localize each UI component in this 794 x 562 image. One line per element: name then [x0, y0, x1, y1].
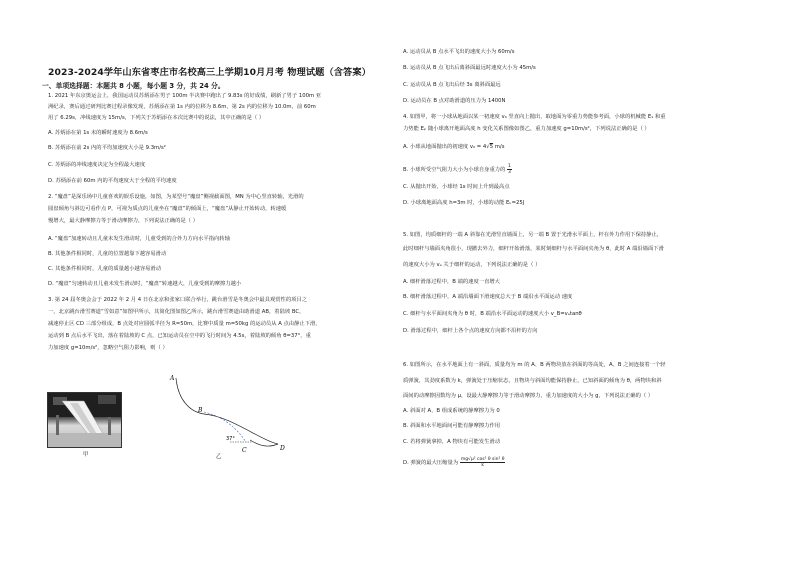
q1-line-2: 洲纪录，赛后通过研判比赛过程录像发现，苏炳添在第 1s 内的位移为 8.6m，第 2s 内的位移为 10.0m，前 60m: [48, 104, 316, 110]
q1-line-1: 1. 2021 年东京奥运会上，我国运动员苏炳添在男子 100m 半决赛中跑出了 9.83s 的好成绩，刷新了男子 100m 亚: [48, 93, 322, 99]
q5-option-d: D. 滑落过程中，细杆上各个点的速度方向都不沿杆的方向: [403, 328, 538, 334]
q6-line-2: 质弹簧，其劲度系数为 k，弹簧处于压缩状态，且物块与斜面均能保持静止，已知斜面的倾角为 θ，两物块和斜: [403, 378, 662, 384]
q3-option-d: D. 运动员在 B 点对助滑道的压力为 1400N: [403, 98, 506, 104]
q2-option-a: A. “魔盘”加速转动且儿童未发生滑动时，儿童受到的合外力方向水平指向转轴: [48, 236, 230, 242]
q1-option-a: A. 苏炳添在第 1s 末的瞬时速度为 8.6m/s: [48, 130, 148, 136]
q4-option-d: D. 小球离地面高度 h=3m 时，小球的动能 Eₖ=25J: [403, 200, 525, 206]
q3-option-c: C. 运动员从 B 点飞出后经 3s 离斜面最远: [403, 82, 501, 88]
q1-option-c: C. 苏炳添的冲线速度决定为全程最大速度: [48, 162, 146, 168]
q2-option-c: C. 其他条件相同时，儿童的质量越小越容易滑动: [48, 266, 162, 272]
q2-line-2: 圆盘倾角与斜边可看作点 P，可视为质点的儿童坐在“魔盘”的倾面上，“魔盘”从静止开始转动，转速缓: [48, 206, 287, 212]
q5-line-3: 的速度大小为 vₐ 关于细杆的运动，下列说法正确的是（ ）: [403, 262, 541, 268]
q2-option-b: B. 其他条件相同时，儿童的位置越靠下越容易滑动: [48, 251, 167, 257]
q3-line-3: 减速停止区 CD 三部分组成，B 点处对应圆弧半径为 R=50m，比赛中质量 m=50kg 的运动员从 A 点由静止下滑，: [48, 321, 321, 327]
q4-line-1: 4. 如图甲，将一小球从地面以某一初速度 v₀ 竖直向上抛出，取地面为零重力势能参考面，小球的机械能 E₁ 和重: [403, 114, 666, 120]
q2-option-d: D. “魔盘”匀速转动且儿童未发生滑动时，“魔盘”转速越大，儿童受到的摩擦力越小: [48, 281, 242, 287]
figure-jia-label: 甲: [83, 452, 89, 458]
q4-option-a: A. 小球从地面抛出的初速度 v₀ = 4√5 m/s: [403, 144, 505, 150]
ski-track-diagram: [160, 372, 300, 456]
q2-line-1: 2. “魔盘”是深乐场中儿童喜欢的娱乐设施，如图，为某型号“魔盘”侧视截面图，MN 为中心竖直转轴，光滑的: [48, 194, 304, 200]
doc-title: 2023-2024学年山东省枣庄市名校高三上学期10月月考 物理试题（含答案）: [48, 67, 371, 78]
q6-line-1: 6. 如图所示，在水平地面上有一斜面，质量均为 m 的 A、B 两物块放在斜面的等高处，A、B 之间连接着一个轻: [403, 362, 666, 368]
q4-option-b: B. 小球所受空气阻力大小为小球自身重力的 $\frac{1}{3}$: [403, 164, 511, 175]
q4-line-2: 力势能 Eₚ 随小球离开地面高度 h 变化关系图像如图乙，重力加速度 g=10m/s²，下列说法正确的是（ ）: [403, 126, 650, 132]
q3-option-b: B. 运动员从 B 点飞出后离斜面最远时速度大小为 45m/s: [403, 65, 536, 71]
label-b: B: [198, 407, 203, 414]
q5-line-1: 5. 如图，均质细杆的一端 A 斜靠在光滑竖直墙面上，另一端 B 置于光滑水平面上，杆在外力作用下保持静止，: [403, 232, 663, 238]
compression-fraction: $\frac{\text{mg√μ² cos² θ sin² θ}}{k}$: [460, 457, 505, 468]
q3-option-a: A. 运动员从 B 点水平飞出的速度大小为 60m/s: [403, 49, 515, 55]
q6-option-d: D. 弹簧的最大压缩量为 $\frac{\text{mg√μ² cos² θ sin² θ}}{k}$: [403, 457, 505, 468]
label-d: D: [280, 445, 285, 452]
ski-jump-photo: [47, 392, 122, 448]
q3-line-2: 一，北京跳台滑雪赛道“雪如意”如图甲所示，其简化图如图乙所示，跳台滑雪赛道由助滑道 AB，着陆坡 BC，: [48, 309, 305, 315]
q5-option-b: B. 细杆滑落过程中，A 端沿墙面下滑速度总大于 B 端沿水平面运动 速度: [403, 294, 573, 300]
figure-yi-label: 乙: [216, 454, 222, 460]
q3-line-1: 3. 第 24 届冬奥会会于 2022 年 2 月 4 日在北京和张家口联合举行，跳台滑雪是冬奥会中最具观赏性的项目之: [48, 297, 308, 303]
q6-option-b: B. 斜面和水平地面间可能有静摩擦力作用: [403, 423, 501, 429]
label-a: A: [170, 375, 175, 382]
q6-line-3: 面间的动摩擦因数均为 μ，设最大静摩擦力等于滑动摩擦力，重力加速度的大小为 g，下列说法正确的（ ）: [403, 393, 654, 399]
q3-line-5: 力加速度 g=10m/s²，忽略空气阻力影响，则（ ）: [48, 345, 168, 351]
q2-line-3: 慢增大，最大静摩擦力等于滑动摩擦力，下列说法正确的是（ ）: [48, 218, 198, 224]
q5-option-a: A. 细杆滑落过程中，B 端的速度一直增大: [403, 279, 500, 285]
q6-option-a: A. 斜面对 A、B 组成系统的静摩擦力为 0: [403, 408, 500, 414]
q1-line-3: 用了 6.29s，冲线速度为 15m/s，下列关于苏炳添在本次比赛中的说法，其中正确的是（ ）: [48, 115, 265, 121]
q4-option-c: C. 从抛出开始，小球经 1s 时间上升到最高点: [403, 184, 510, 190]
section-heading: 一、单项选择题：本题共 8 小题，每小题 3 分，共 24 分。: [42, 82, 225, 90]
q1-option-b: B. 苏炳添在前 2s 内的平均加速度大小是 9.3m/s²: [48, 145, 166, 151]
fraction: $\frac{1}{3}$: [508, 164, 511, 175]
q1-option-d: D. 苏炳添在前 60m 内的平均速度大于全程的平均速度: [48, 178, 177, 184]
label-c: C: [242, 447, 247, 454]
q6-option-c: C. 若将弹簧拿掉，A 物块有可能发生滑动: [403, 439, 501, 445]
q5-line-2: 此时细杆与墙面夹角很小，现撤去外力，细杆开始滑落，某时刻细杆与水平面间夹角为 θ，此时 A 端沿墙面下滑: [403, 246, 664, 252]
angle-label: 37°: [226, 436, 235, 442]
q5-option-c: C. 细杆与水平面间夹角为 θ 时，B 端沿水平面运动的速度大小 v_B=vₐtanθ: [403, 311, 582, 317]
q3-line-4: 运动到 B 点后水平飞出，落在着陆坡的 C 点，已知运动员在空中的飞行时间为 4.5s，着陆坡的倾角 θ=37°，重: [48, 333, 311, 339]
